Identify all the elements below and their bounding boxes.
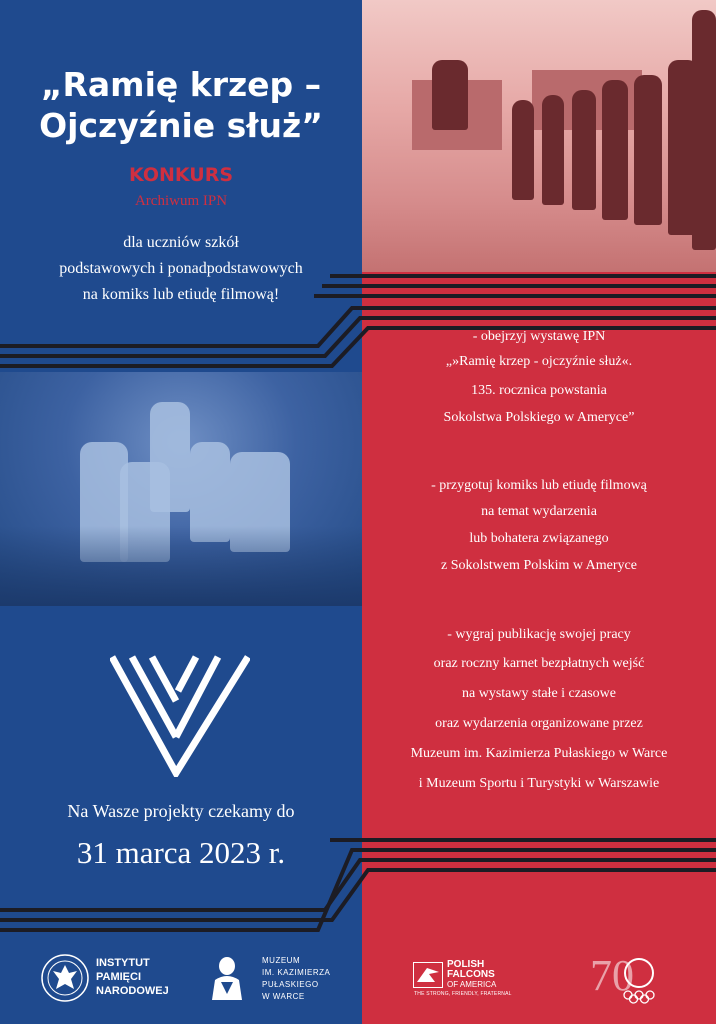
- muzeum-line: W WARCE: [262, 992, 305, 1001]
- muzeum-line: PUŁASKIEGO: [262, 980, 319, 989]
- step-line: Sokolstwa Polskiego w Ameryce”: [443, 410, 635, 425]
- muzeum-line: MUZEUM: [262, 956, 301, 965]
- falcons-logo-text: [447, 960, 496, 990]
- ipn-line: PAMIĘCI: [96, 971, 142, 983]
- ipn-line: NARODOWEJ: [96, 985, 169, 997]
- step-line: „»Ramię krzep - ojczyźnie służ«.: [445, 354, 633, 369]
- sport-anniversary-number: 70: [590, 951, 634, 1000]
- step-line: na wystawy stałe i czasowe: [462, 686, 616, 701]
- sokol-v-emblem-icon: [110, 655, 250, 777]
- intro-line-1: dla uczniów szkół: [123, 234, 239, 251]
- falcons-line: POLISH: [447, 959, 485, 970]
- polish-eagle-icon: [40, 953, 90, 1003]
- ipn-line: INSTYTUT: [96, 957, 150, 969]
- falcons-tagline: THE STRONG, FRIENDLY, FRATERNAL: [414, 991, 512, 997]
- intro-line-3: na komiks lub etiudę filmową!: [82, 286, 280, 303]
- step-line: oraz roczny karnet bezpłatnych wejść: [433, 656, 645, 671]
- step-line: - wygraj publikację swojej pracy: [447, 627, 631, 642]
- intro-line-2: podstawowych i ponadpodstawowych: [59, 260, 303, 277]
- step-line: - przygotuj komiks lub etiudę filmową: [431, 478, 647, 493]
- step-line: i Muzeum Sportu i Turystyki w Warszawie: [418, 776, 660, 791]
- step-line: na temat wydarzenia: [481, 504, 597, 519]
- archiwum-label: Archiwum IPN: [134, 193, 228, 209]
- falcons-line: FALCONS: [447, 969, 495, 980]
- muzeum-line: IM. KAZIMIERZA: [262, 968, 331, 977]
- falcon-icon: [413, 962, 443, 988]
- step-line: 135. rocznica powstania: [471, 383, 607, 398]
- step-line: - obejrzyj wystawę IPN: [472, 329, 606, 344]
- step-line: oraz wydarzenia organizowane przez: [435, 716, 643, 731]
- headline-line-2: Ojczyźnie służ”: [39, 106, 323, 145]
- ipn-logo-text: [96, 956, 169, 998]
- step-line: z Sokolstwem Polskim w Ameryce: [441, 558, 637, 573]
- falcons-line: OF AMERICA: [447, 980, 497, 989]
- headline-line-1: „Ramię krzep –: [40, 65, 322, 104]
- deadline-date: 31 marca 2023 r.: [76, 835, 286, 870]
- step-line: lub bohatera związanego: [469, 531, 609, 546]
- pulaski-portrait-icon: [207, 954, 247, 1002]
- muzeum-logo-text: [262, 955, 330, 1003]
- step-line: Muzeum im. Kazimierza Pułaskiego w Warce: [410, 746, 668, 761]
- olympic-rings-icon: [618, 955, 660, 1005]
- deadline-intro: Na Wasze projekty czekamy do: [67, 801, 295, 821]
- konkurs-label: KONKURS: [128, 164, 234, 186]
